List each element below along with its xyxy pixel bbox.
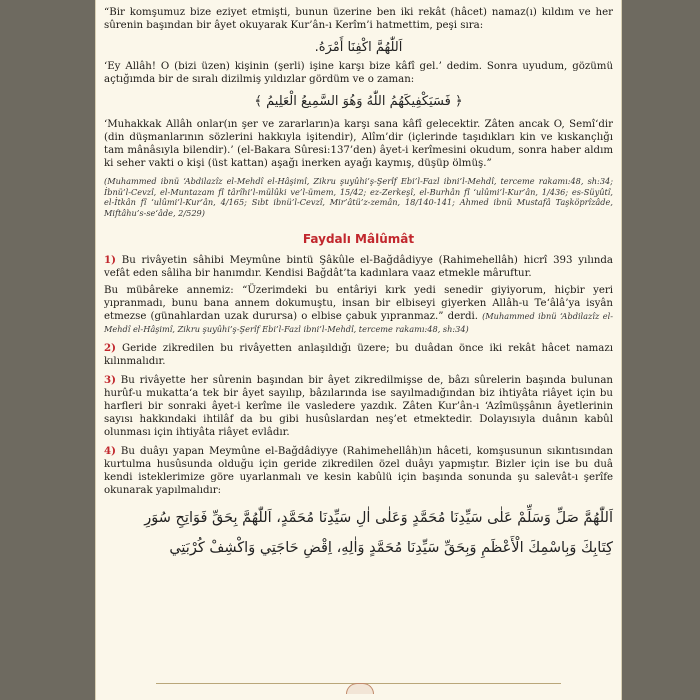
item-2-number: 2) — [104, 342, 116, 354]
item-1-text: Bu rivâyetin sâhibi Meymûne bintü Şâkûle el-Bağdâdiyye (Rahimehellâh) hicrî 393 yılında vefât eden sâliha bir hanımdır. Kendisi Bağdât’ta kadınlara vaaz etmekle mâruftur. — [104, 255, 613, 279]
item-1-citation: (Muhammed ibnü ‘Abdilazîz el-Mehdî el-Hâşimî, Zikru şuyûhi’ş-Şerîf Ebi’l-Fazl ibni’l-Mehdî, terceme rakamı:48, sh:34) — [104, 311, 613, 334]
item-4-number: 4) — [104, 445, 116, 457]
arabic-salawat-line-1: اَللّٰهُمَّ صَلِّ وَسَلِّمْ عَلٰى سَيِّدِنَا مُحَمَّدٍ وَعَلٰى اٰلِ سَيِّدِنَا مُحَمَّدٍ، اَللّٰهُمَّ بِحَقِّ فَوَاتِحِ سُوَرِ — [144, 510, 613, 526]
section-title: Faydalı Mâlûmât — [302, 232, 415, 246]
item-3-number: 3) — [104, 374, 116, 386]
item-4-text: Bu duâyı yapan Meymûne el-Bağdâdiyye (Rahimehellâh)ın hâceti, komşusunun sıkıntısından kurtulma husûsunda olduğu için geride zikredilen özel duâyı yapmıştır. Bizler için ise bu duâ kendi isteklerimize göre uyarlanmalı ve kesin kabûlü için başında sonunda şu salevât-ı şerîfe okunarak yapılmalıdır: — [104, 446, 613, 496]
arabic-dua-short: اَللّٰهُمَّ اكْفِنَا أَمْرَهُ. — [314, 40, 403, 55]
item-2 — [104, 342, 613, 368]
book-page — [95, 0, 622, 700]
citation-sources: (Muhammed ibnü ‘Abdilazîz el-Mehdî el-Hâşimî, Zikru şuyûhi’ş-Şerîf Ebi’l-Fazl ibni’l-Mehdî, terceme rakamı:48, sh:34; İbnü’l-Cevzî, el-Muntazam fî târîhi’l-mülûki ve’l-ümem, 15/42; ez-Zerkeşî, el-Burhân fî ‘ulûmi’l-Kur’ân, 1/436; es-Süyûtî, el-İtkân fî ‘ulûmi’l-Kur’ân, 4/165; Sıbt ibnü’l-Cevzî, Mir’âtü’z-zemân, 18/140-141; Ahmed ibnü Mustafâ Taşköprîzâde, Miftâhu’s-se‘âde, 2/529) — [104, 176, 613, 218]
bottom-ornament — [346, 683, 374, 694]
page-content — [104, 0, 613, 563]
arabic-salawat — [104, 503, 613, 563]
arabic-verse: ﴿ فَسَيَكْفِيكَهُمُ اللّٰهُ وَهُوَ السَّمِيعُ الْعَلِيمُ ﴾ — [254, 94, 463, 109]
item-4 — [104, 445, 613, 497]
paragraph-intro: “Bir komşumuz bize eziyet etmişti, bunun üzerine ben iki rekât (hâcet) namaz(ı) kıldım ve her sûrenin başından bir âyet okuyarak Kur’ân-ı Kerîm’i hatmettim, peşi sıra: — [104, 7, 613, 31]
item-1 — [104, 254, 613, 280]
arabic-salawat-line-2: كِتَابِكَ وَبِاسْمِكَ الْأَعْظَمِ وَبِحَقِّ سَيِّدِنَا مُحَمَّدٍ وَاٰلِهِ، اِقْضِ حَاجَتِي وَاكْشِفْ كُرْبَتِي — [169, 540, 613, 556]
item-1-number: 1) — [104, 254, 116, 266]
item-3 — [104, 374, 613, 439]
item-3-text: Bu rivâyette her sûrenin başından bir âyet zikredilmişse de, bâzı sûrelerin başında bulunan hurûf-u mukatta‘a tek bir âyet sayılıp, bâzılarında ise sayılmadığından biz ihtiyâta riâyet için bu harfleri bir sonraki âyet-i kerîme ile vasledere yazdık. Zâten Kur’ân-ı ‘Azîmüşşânın âyetlerinin sayısı hakkındaki ihtilâf da bu gibi husûslardan neş’et etmektedir. Dolayısıyla duânın kabûl olunması için ihtiyâta riâyet evlâdır. — [104, 375, 613, 438]
page-frame-bottom — [156, 683, 561, 694]
item-2-text: Geride zikredilen bu rivâyetten anlaşıldığı üzere; bu duâdan önce iki rekât hâcet namazı kılınmalıdır. — [104, 343, 613, 367]
item-1-quote — [104, 284, 613, 336]
paragraph-verse-meaning: ‘Muhakkak Allâh onlar(ın şer ve zararların)a karşı sana kâfî gelecektir. Zâten ancak O, Semî‘dir (din düşmanlarının sözlerini hakkıyla işitendir), Alîm’dir (içlerinde taşıdıkları kin ve kıskançlığı tam mânâsıyla bilendir).’ (el-Bakara Sûresi:137’den) âyet-i kerîmesini okudum, sonra haber aldım ki seher vakti o kişi (üst kattan) aşağı inerken ayağı kaymış, düşüp ölmüş.” — [104, 119, 613, 169]
paragraph-translation: ‘Ey Allâh! O (bizi üzen) kişinin (şerli) işine karşı bize kâfî gel.’ dedim. Sonra uyudum, gözümü açtığımda bir de sıralı dizilmiş yıldızlar gördüm ve o zaman: — [104, 61, 613, 85]
item-1-quote-text: Bu mübâreke annemiz: “Üzerimdeki bu entâriyi kırk yedi senedir giyiyorum, hiçbir yeri yıpranmadı, bunu bana annem dokumuştu, insan bir elbiseyi giyerken Allâh-u Te‘âlâ’ya isyân etmezse (günahlardan uzak durursa) o elbise çabuk yıpranmaz.” derdi. — [104, 285, 613, 322]
